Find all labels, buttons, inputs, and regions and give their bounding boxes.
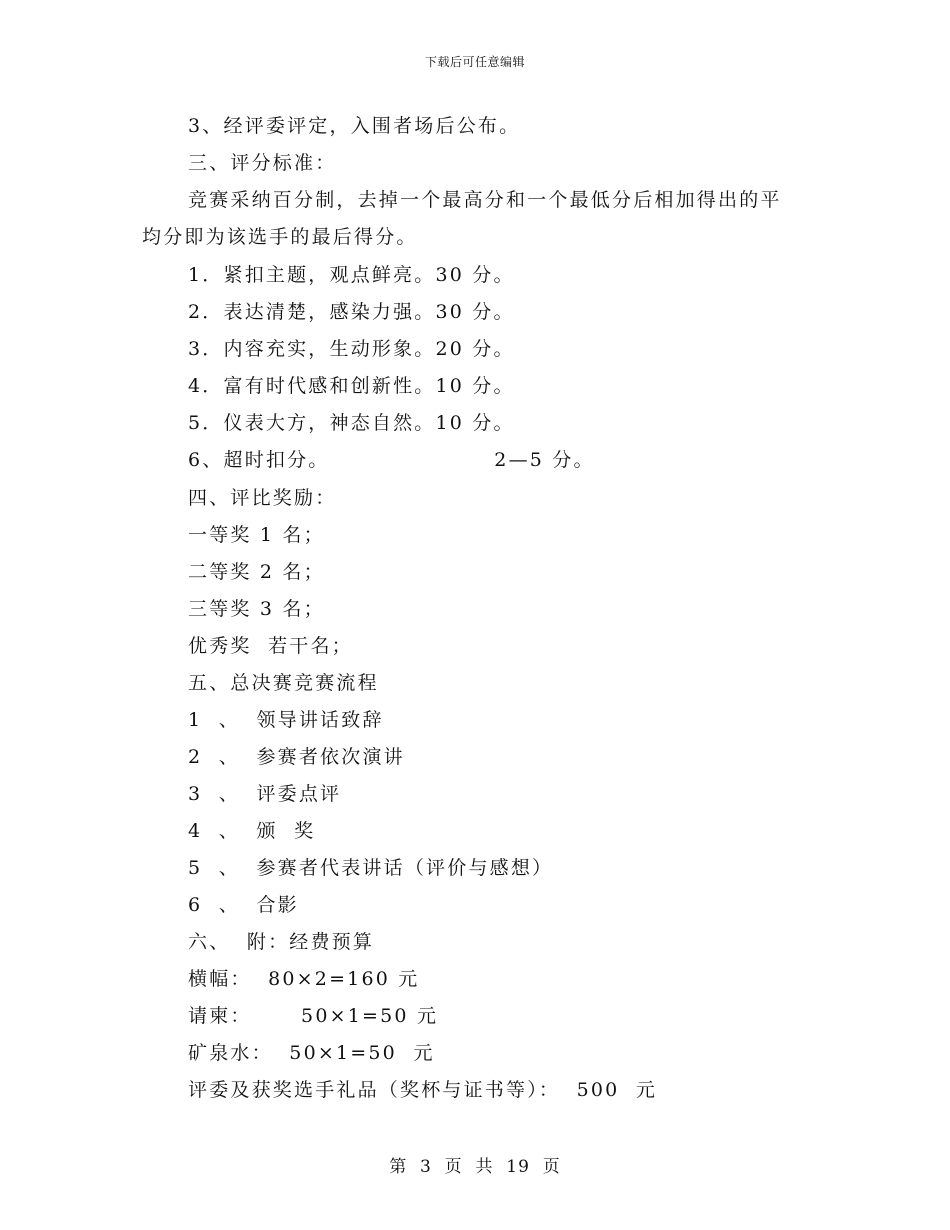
list-item: 一等奖 1 名； bbox=[188, 524, 325, 546]
page-footer: 第 3 页 共 19 页 bbox=[389, 1157, 561, 1177]
paragraph-line: 3、经评委评定，入围者场后公布。 bbox=[188, 115, 521, 137]
page-header: 下载后可任意编辑 bbox=[424, 55, 525, 69]
section-heading: 六、 附：经费预算 bbox=[188, 931, 375, 953]
section-heading: 五、总决赛竞赛流程 bbox=[188, 672, 379, 694]
list-item: 二等奖 2 名； bbox=[188, 561, 325, 583]
budget-item: 评委及获奖选手礼品（奖杯与证书等）： 500 元 bbox=[188, 1079, 658, 1101]
budget-item: 请柬： 50×1=50 元 bbox=[188, 1005, 439, 1027]
list-item: 1．紧扣主题，观点鲜亮。30 分。 bbox=[188, 264, 515, 286]
section-heading: 四、评比奖励： bbox=[188, 487, 337, 509]
list-item: 1 、 领导讲话致辞 bbox=[188, 709, 384, 731]
list-item: 2．表达清楚，感染力强。30 分。 bbox=[188, 301, 515, 323]
list-item: 6 、 合影 bbox=[188, 894, 299, 916]
list-item: 2 、 参赛者依次演讲 bbox=[188, 746, 405, 768]
list-item: 4．富有时代感和创新性。10 分。 bbox=[188, 375, 515, 397]
list-item: 3 、 评委点评 bbox=[188, 783, 342, 805]
list-item: 5 、 参赛者代表讲话（评价与感想） bbox=[188, 857, 554, 879]
budget-item: 横幅： 80×2=160 元 bbox=[188, 968, 420, 990]
paragraph-line: 竞赛采纳百分制，去掉一个最高分和一个最低分后相加得出的平 bbox=[188, 189, 782, 211]
list-item: 3．内容充实，生动形象。20 分。 bbox=[188, 338, 515, 360]
paragraph-line: 均分即为该选手的最后得分。 bbox=[142, 226, 418, 248]
list-item: 5．仪表大方，神态自然。10 分。 bbox=[188, 412, 515, 434]
list-item: 4 、 颁 奖 bbox=[188, 820, 316, 842]
list-item: 6、超时扣分。 2—5 分。 bbox=[188, 449, 595, 471]
list-item: 三等奖 3 名； bbox=[188, 598, 325, 620]
list-item: 优秀奖 若干名； bbox=[188, 635, 353, 657]
budget-item: 矿泉水： 50×1=50 元 bbox=[188, 1042, 435, 1064]
section-heading: 三、评分标准： bbox=[188, 152, 337, 174]
